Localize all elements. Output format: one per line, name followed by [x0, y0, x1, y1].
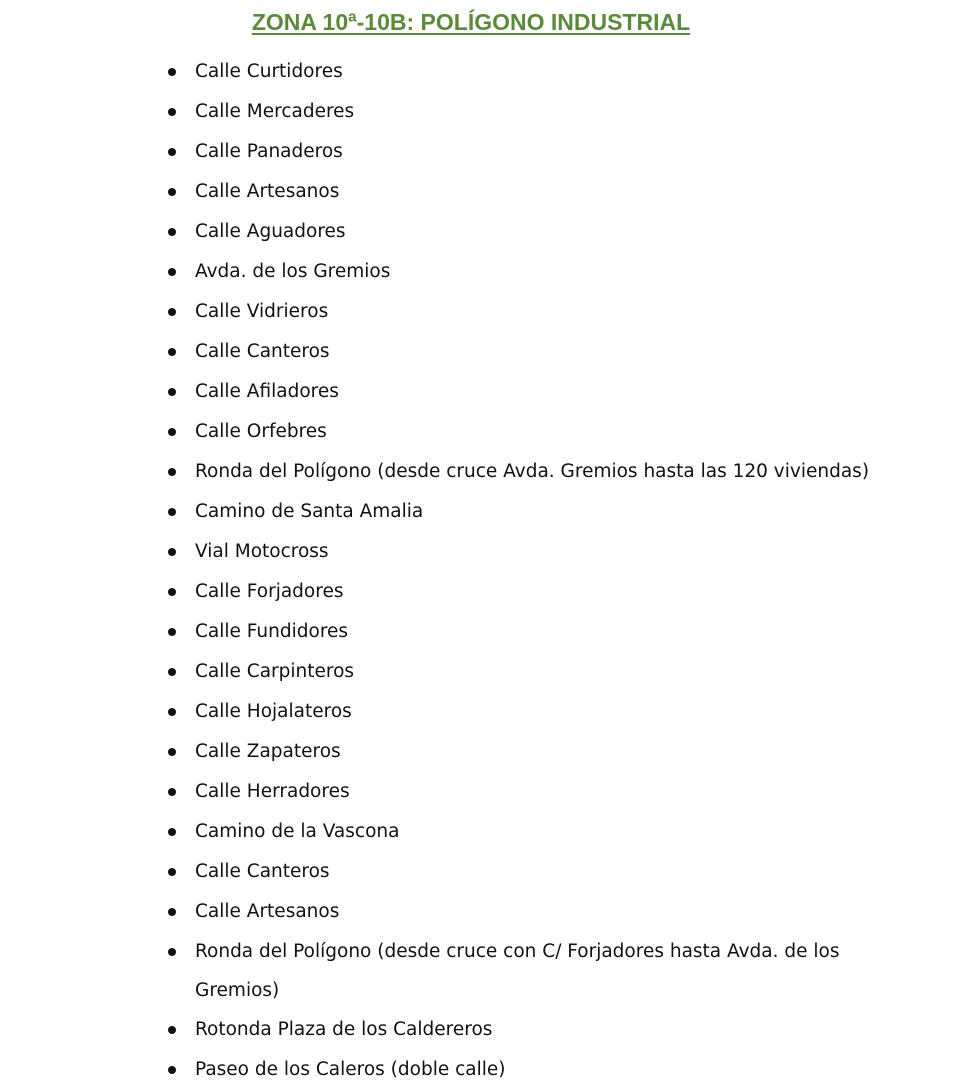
- street-name: Calle Artesanos: [195, 181, 340, 202]
- list-item: [0, 572, 968, 612]
- list-item: [0, 492, 968, 532]
- bullet-icon: [168, 788, 176, 796]
- street-name: Calle Artesanos: [195, 901, 340, 922]
- bullet-icon: [168, 628, 176, 636]
- bullet-icon: [168, 828, 176, 836]
- bullet-icon: [168, 948, 176, 956]
- list-item: [0, 452, 968, 492]
- bullet-icon: [168, 428, 176, 436]
- bullet-icon: [168, 308, 176, 316]
- list-item: [0, 412, 968, 452]
- bullet-icon: [168, 708, 176, 716]
- list-item: [0, 252, 968, 292]
- street-name: Calle Afiladores: [195, 381, 339, 402]
- street-name: Calle Panaderos: [195, 141, 343, 162]
- street-name: Calle Carpinteros: [195, 661, 355, 682]
- street-name: Rotonda Plaza de los Caldereros: [195, 1019, 493, 1040]
- street-name: Camino de Santa Amalia: [195, 501, 424, 522]
- list-item: [0, 1010, 968, 1050]
- list-item: [0, 932, 968, 1010]
- street-name: Calle Zapateros: [195, 741, 341, 762]
- street-name: Calle Vidrieros: [195, 301, 329, 322]
- street-name: Calle Aguadores: [195, 221, 346, 242]
- list-item: [0, 92, 968, 132]
- list-item: [0, 812, 968, 852]
- bullet-icon: [168, 148, 176, 156]
- list-item: [0, 652, 968, 692]
- bullet-icon: [168, 388, 176, 396]
- page-title-text: ZONA 10ª-10B: POLÍGONO INDUSTRIAL: [251, 9, 691, 35]
- street-name: Calle Canteros: [195, 341, 330, 362]
- list-item: [0, 612, 968, 652]
- street-name: Calle Curtidores: [195, 61, 343, 82]
- street-name: Calle Mercaderes: [195, 101, 355, 122]
- street-name: Calle Orfebres: [195, 421, 327, 442]
- street-name: Calle Canteros: [195, 861, 330, 882]
- bullet-icon: [168, 228, 176, 236]
- list-item: [0, 372, 968, 412]
- street-name: Calle Forjadores: [195, 581, 344, 602]
- bullet-icon: [168, 1066, 176, 1074]
- bullet-icon: [168, 548, 176, 556]
- list-item: [0, 172, 968, 212]
- list-item: [0, 52, 968, 92]
- page-title: [0, 8, 942, 36]
- list-item: [0, 332, 968, 372]
- list-item: [0, 532, 968, 572]
- list-item: [0, 292, 968, 332]
- street-name: Avda. de los Gremios: [195, 261, 391, 282]
- bullet-icon: [168, 268, 176, 276]
- street-name: Calle Herradores: [195, 781, 350, 802]
- list-item: [0, 732, 968, 772]
- list-item: [0, 132, 968, 172]
- street-list: [0, 52, 968, 1090]
- bullet-icon: [168, 108, 176, 116]
- street-name: Calle Hojalateros: [195, 701, 352, 722]
- bullet-icon: [168, 468, 176, 476]
- street-name: Calle Fundidores: [195, 621, 349, 642]
- bullet-icon: [168, 508, 176, 516]
- bullet-icon: [168, 668, 176, 676]
- street-name: Paseo de los Caleros (doble calle): [195, 1059, 506, 1080]
- bullet-icon: [168, 588, 176, 596]
- list-item: [0, 692, 968, 732]
- list-item: [0, 852, 968, 892]
- bullet-icon: [168, 348, 176, 356]
- street-name: Ronda del Polígono (desde cruce Avda. Gremios hasta las 120 viviendas): [195, 461, 870, 482]
- list-item: [0, 892, 968, 932]
- street-name: Camino de la Vascona: [195, 821, 400, 842]
- street-name: Vial Motocross: [195, 541, 329, 562]
- bullet-icon: [168, 748, 176, 756]
- bullet-icon: [168, 188, 176, 196]
- list-item: [0, 772, 968, 812]
- street-name: Ronda del Polígono (desde cruce con C/ Forjadores hasta Avda. de los Gremios): [195, 941, 840, 1001]
- list-item: [0, 212, 968, 252]
- bullet-icon: [168, 868, 176, 876]
- list-item: [0, 1050, 968, 1090]
- bullet-icon: [168, 908, 176, 916]
- bullet-icon: [168, 1026, 176, 1034]
- bullet-icon: [168, 68, 176, 76]
